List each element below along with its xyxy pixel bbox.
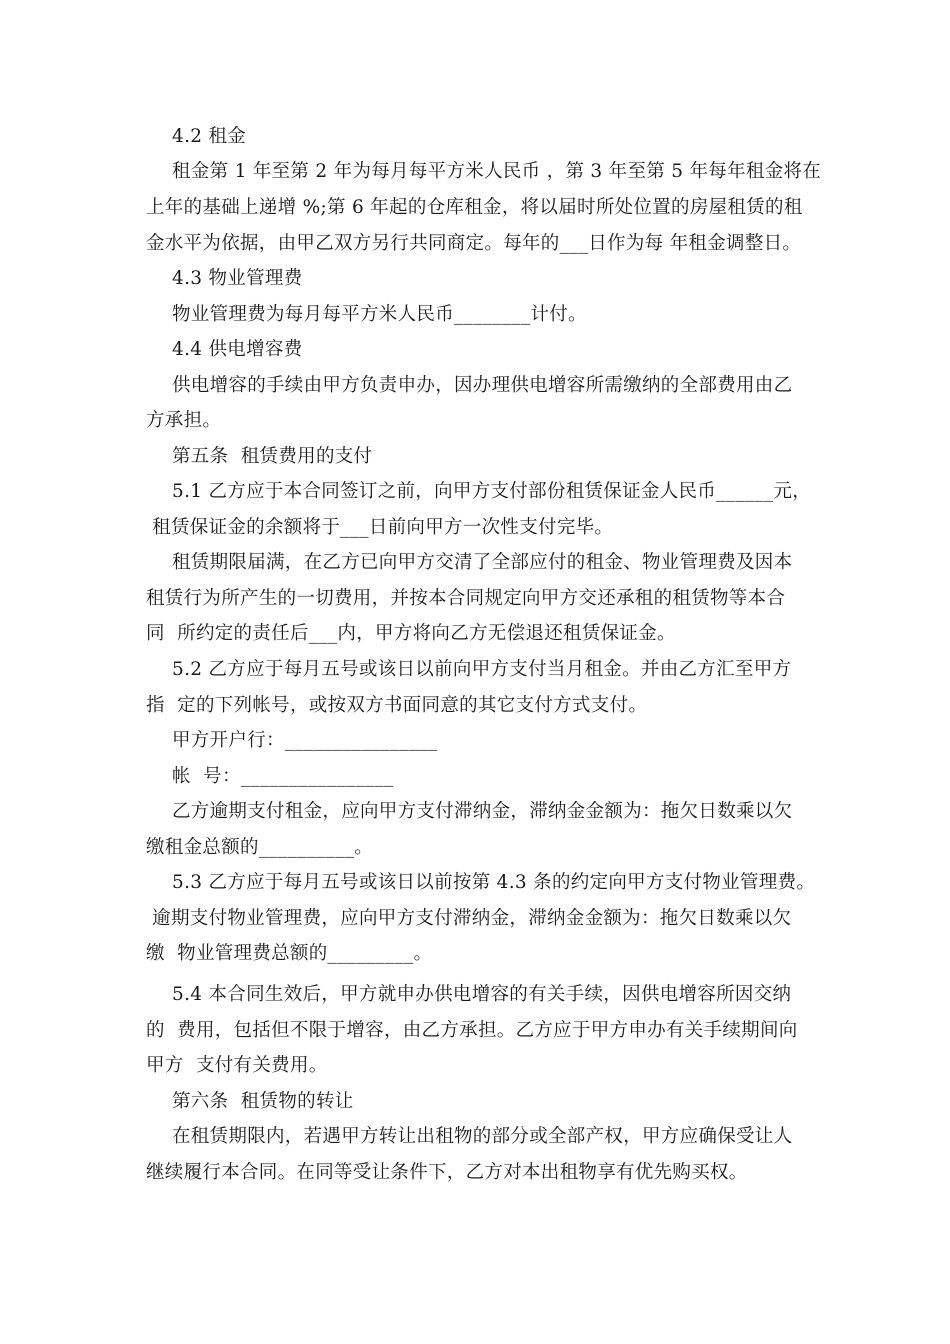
- paragraph-line: 租赁期限届满，在乙方已向甲方交清了全部应付的租金、物业管理费及因本: [172, 552, 793, 573]
- section-heading-4-2: 4.2 租金: [172, 126, 247, 147]
- paragraph-line: 5.2 乙方应于每月五号或该日以前向甲方支付当月租金。并由乙方汇至甲方: [172, 659, 792, 680]
- account-field: 帐 号：________________: [172, 766, 394, 787]
- section-heading-4-3: 4.3 物业管理费: [172, 268, 303, 289]
- paragraph-line: 逾期支付物业管理费，应向甲方支付滞纳金，滞纳金金额为：拖欠日数乘以欠: [146, 908, 792, 929]
- paragraph-line: 5.1 乙方应于本合同签订之前，向甲方支付部份租赁保证金人民币______元，: [172, 481, 812, 502]
- article-heading-6: 第六条 租赁物的转让: [172, 1091, 354, 1112]
- paragraph-line: 租赁保证金的余额将于___日前向甲方一次性支付完毕。: [146, 517, 614, 538]
- paragraph-line: 供电增容的手续由甲方负责申办，因办理供电增容所需缴纳的全部费用由乙: [172, 375, 793, 396]
- paragraph-line: 缴 物业管理费总额的_________。: [146, 943, 433, 964]
- paragraph-line: 租金第 1 年至第 2 年为每月每平方米人民币 ，第 3 年至第 5 年每年租金将在: [172, 161, 822, 182]
- paragraph-line: 同 所约定的责任后___内，甲方将向乙方无偿退还租赁保证金。: [146, 623, 676, 644]
- paragraph-line: 缴租金总额的__________。: [146, 837, 374, 858]
- paragraph-line: 指 定的下列帐号，或按双方书面同意的其它支付方式支付。: [146, 695, 648, 716]
- paragraph-line: 上年的基础上递增 %;第 6 年起的仓库租金，将以届时所处位置的房屋租赁的租: [146, 197, 803, 218]
- paragraph-line: 的 费用，包括但不限于增容，由乙方承担。乙方应于甲方申办有关手续期间向: [146, 1020, 798, 1041]
- paragraph-line: 在租赁期限内，若遇甲方转让出租物的部分或全部产权，甲方应确保受让人: [172, 1126, 793, 1147]
- paragraph-line: 甲方 支付有关费用。: [146, 1055, 328, 1076]
- paragraph-line: 乙方逾期支付租金，应向甲方支付滞纳金，滞纳金金额为：拖欠日数乘以欠: [172, 801, 793, 822]
- paragraph-line: 5.4 本合同生效后，甲方就申办供电增容的有关手续，因供电增容所因交纳: [172, 984, 792, 1005]
- paragraph-line: 继续履行本合同。在同等受让条件下，乙方对本出租物享有优先购买权。: [146, 1162, 748, 1183]
- section-heading-4-4: 4.4 供电增容费: [172, 339, 303, 360]
- paragraph-line: 5.3 乙方应于每月五号或该日以前按第 4.3 条的约定向甲方支付物业管理费。: [172, 872, 816, 893]
- paragraph-line: 物业管理费为每月每平方米人民币________计付。: [172, 304, 587, 325]
- paragraph-line: 方承担。: [146, 410, 222, 431]
- paragraph-line: 租赁行为所产生的一切费用，并按本合同规定向甲方交还承租的租赁物等本合: [146, 588, 786, 609]
- paragraph-line: 金水平为依据，由甲乙双方另行共同商定。每年的___日作为每 年租金调整日。: [146, 233, 802, 254]
- article-heading-5: 第五条 租赁费用的支付: [172, 446, 373, 467]
- bank-field: 甲方开户行：________________: [172, 730, 438, 751]
